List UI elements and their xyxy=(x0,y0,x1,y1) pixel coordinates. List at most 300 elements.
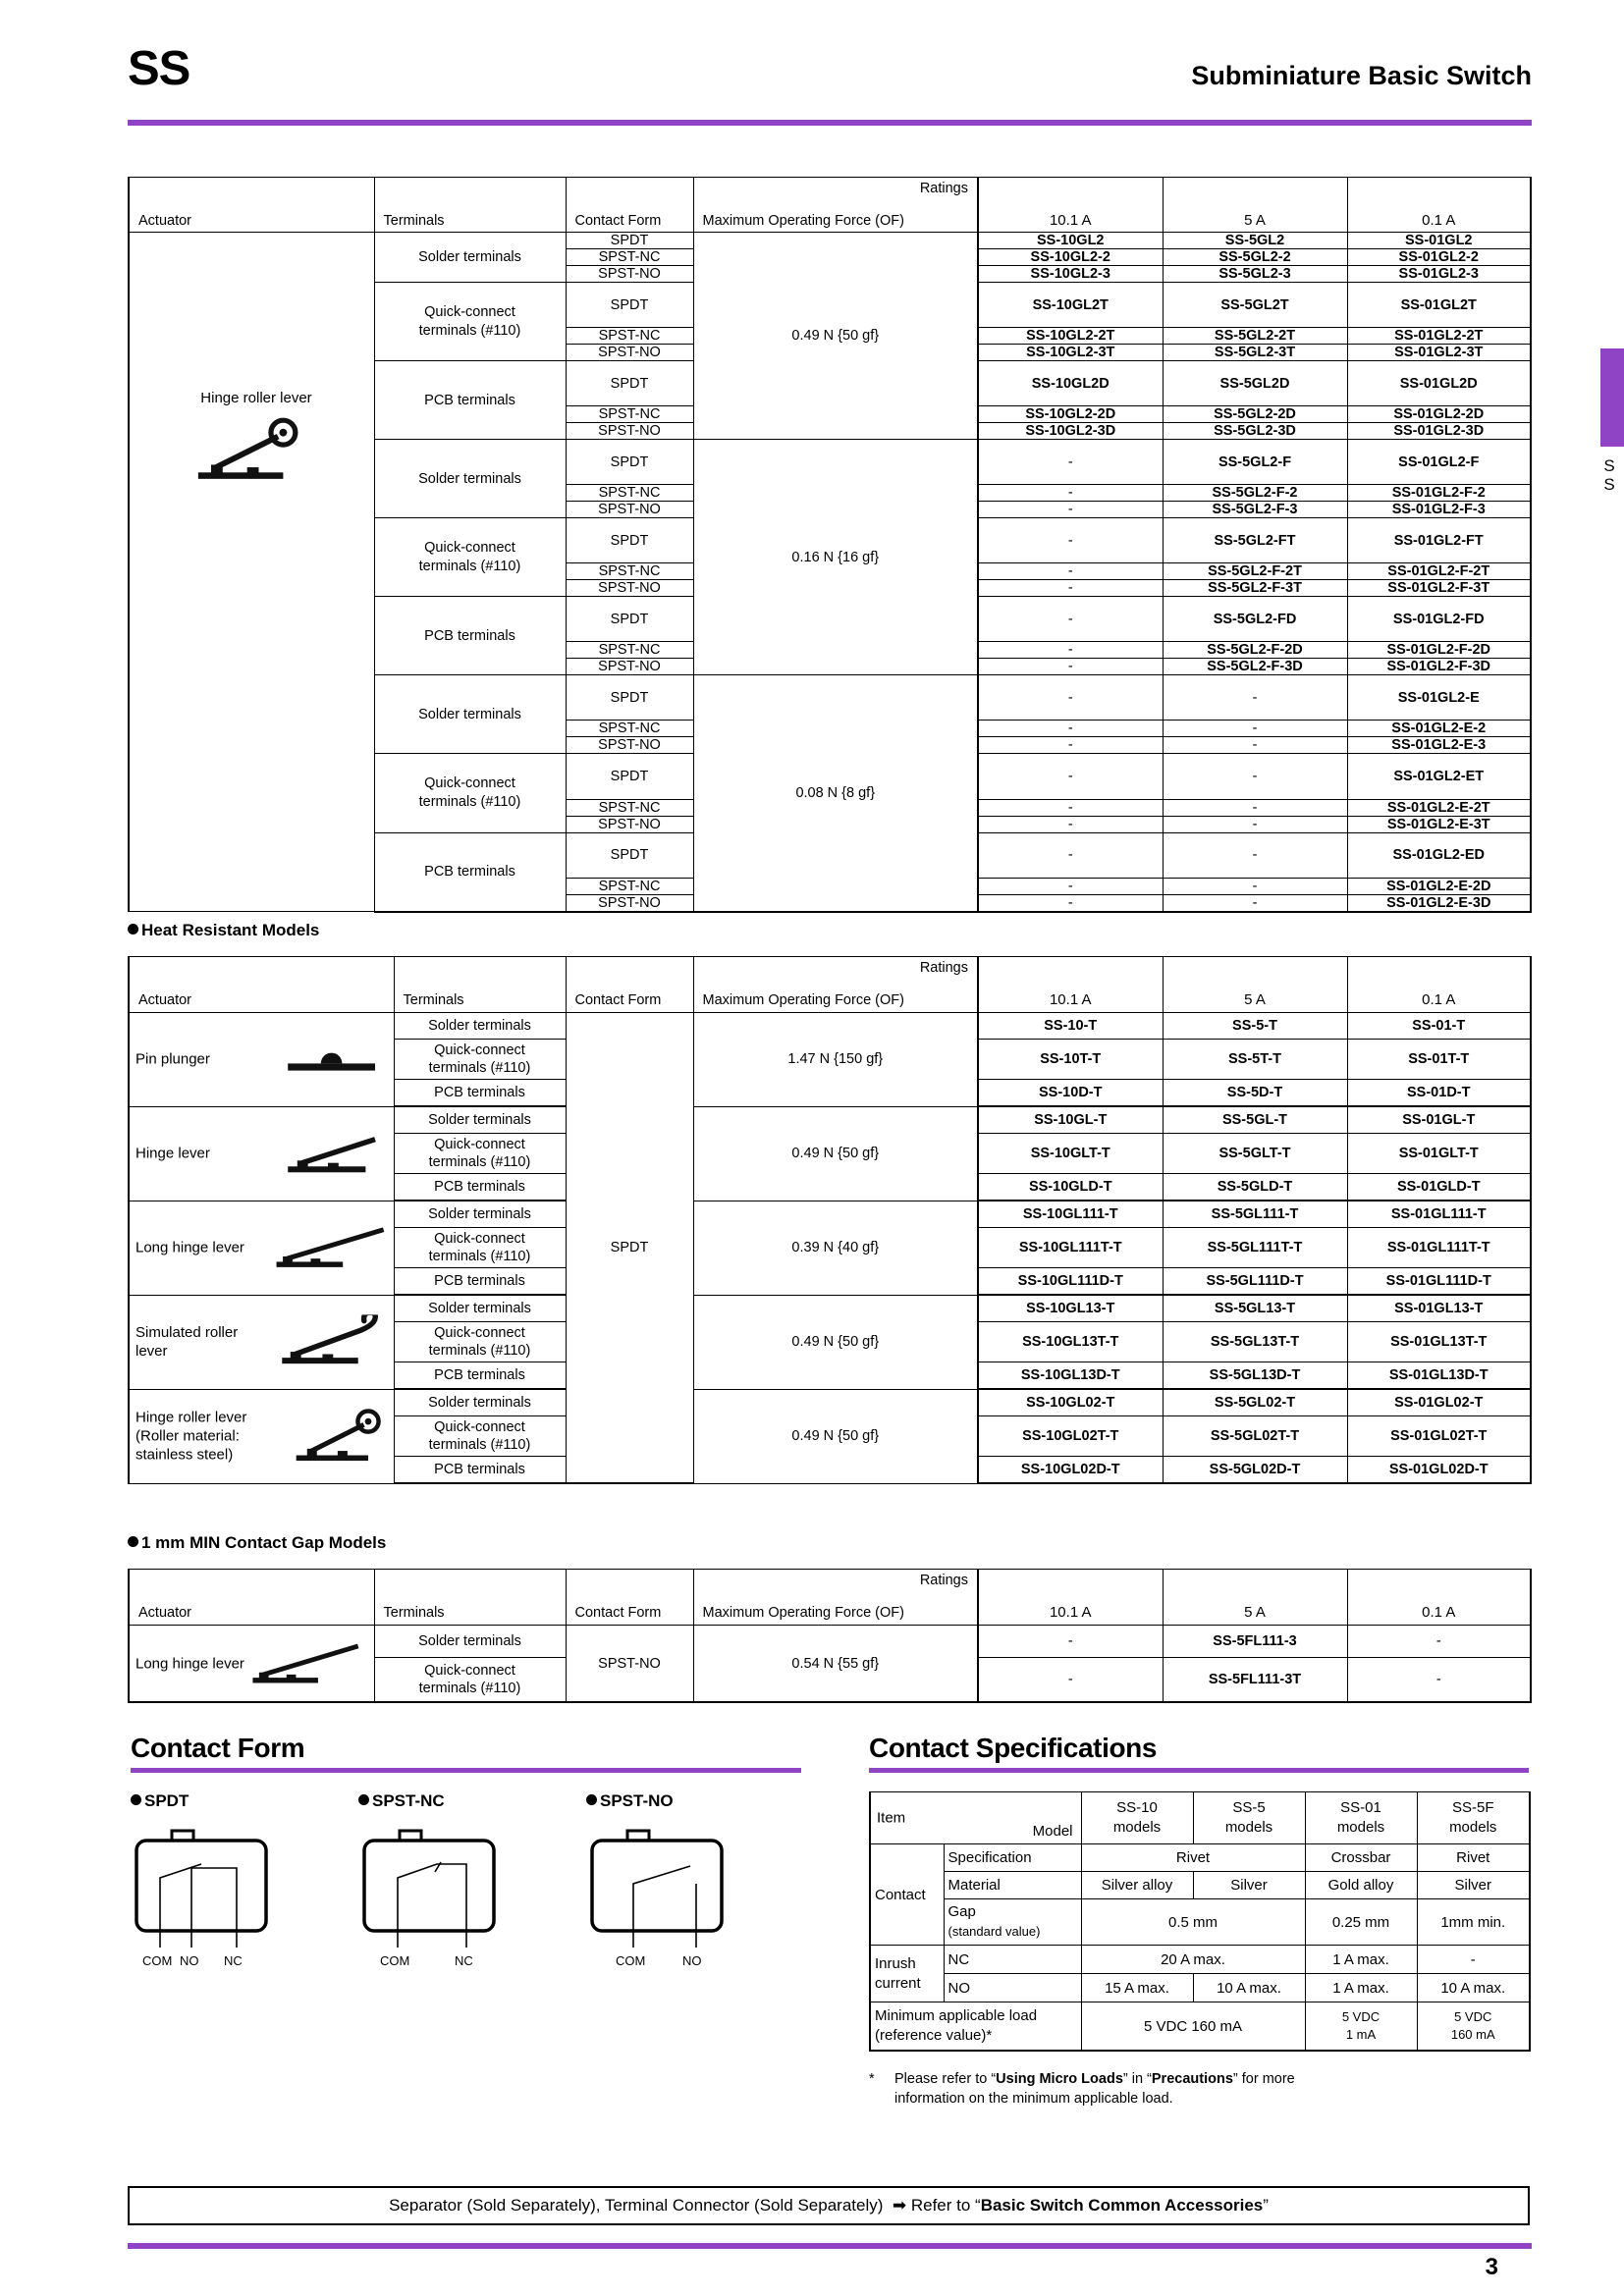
model-cell: - xyxy=(1163,721,1347,737)
contact-form-cell: SPDT xyxy=(566,832,693,878)
model-cell: SS-5GL13T-T xyxy=(1163,1322,1347,1362)
model-cell: SS-10GLD-T xyxy=(978,1174,1163,1201)
contact-form-diagram xyxy=(131,1791,285,1971)
model-cell: SS-10GL13T-T xyxy=(978,1322,1163,1362)
actuator-label: Hinge roller lever (Roller material: stainless steel) xyxy=(135,1409,247,1464)
model-cell: SS-10GL2T xyxy=(978,283,1163,328)
model-cell: SS-01D-T xyxy=(1347,1080,1531,1107)
table-row xyxy=(870,1844,1530,1872)
terminals-label: Quick-connect terminals (#110) xyxy=(428,1325,531,1359)
terminals-cell xyxy=(374,283,566,361)
contact-form-cell: SPST-NO xyxy=(566,737,693,754)
specs-value: Rivet xyxy=(1417,1844,1530,1872)
contact-form-cell: SPST-NO xyxy=(566,345,693,361)
model-cell: SS-01GL2-E-3T xyxy=(1347,816,1531,832)
contact-form-cell: SPST-NC xyxy=(566,328,693,345)
terminals-label: Solder terminals xyxy=(428,1018,531,1034)
col-of: Maximum Operating Force (OF) xyxy=(702,1605,904,1621)
side-tab-marker xyxy=(1600,348,1624,447)
specs-row-label: NC xyxy=(944,1946,1081,1974)
specs-row-label: Minimum applicable load (reference value)* xyxy=(870,2002,1081,2052)
model-cell: SS-5GLT-T xyxy=(1163,1134,1347,1174)
terminals-label: Solder terminals xyxy=(428,1395,531,1411)
actuator-label: Long hinge lever xyxy=(135,1239,244,1256)
contact-form-cell: SPST-NC xyxy=(566,563,693,580)
model-cell: SS-10GL02D-T xyxy=(978,1457,1163,1484)
model-cell: SS-5GL2-3 xyxy=(1163,266,1347,283)
contact-form-cell: SPDT xyxy=(566,283,693,328)
model-cell: - xyxy=(978,737,1163,754)
col-ratings: Ratings xyxy=(919,181,968,196)
model-cell: SS-01GL2-FT xyxy=(1347,518,1531,563)
col-terminals: Terminals xyxy=(403,992,464,1008)
terminals-label: Quick-connect terminals (#110) xyxy=(428,1231,531,1264)
actuator-cell xyxy=(129,1106,394,1201)
terminals-label: Solder terminals xyxy=(428,1112,531,1128)
specs-value: 1mm min. xyxy=(1417,1899,1530,1946)
model-cell: - xyxy=(978,816,1163,832)
terminals-label: Solder terminals xyxy=(418,1633,521,1649)
model-cell: - xyxy=(978,799,1163,816)
model-cell: SS-10GL13-T xyxy=(978,1295,1163,1322)
model-cell: SS-01GL2-F-2T xyxy=(1347,563,1531,580)
bullet-icon xyxy=(128,1536,138,1547)
model-cell: SS-5GL111T-T xyxy=(1163,1228,1347,1268)
accessories-mid: Refer to “ xyxy=(910,2196,981,2215)
model-cell: - xyxy=(978,502,1163,518)
terminals-cell xyxy=(394,1362,566,1390)
pin-plunger-icon xyxy=(280,1065,388,1081)
col-rating-01a: 0.1 A xyxy=(1422,991,1456,1008)
model-cell: SS-01GL2-3T xyxy=(1347,345,1531,361)
footnote-line2: information on the minimum applicable load. xyxy=(894,2091,1173,2107)
model-cell: SS-01GL02D-T xyxy=(1347,1457,1531,1484)
model-cell: SS-01GL13-T xyxy=(1347,1295,1531,1322)
terminals-label: PCB terminals xyxy=(424,392,515,408)
actuator-label: Long hinge lever xyxy=(135,1655,244,1672)
specs-col-model: Model xyxy=(1032,1823,1073,1840)
terminals-label: PCB terminals xyxy=(424,627,515,644)
model-cell: SS-01GL111D-T xyxy=(1347,1268,1531,1296)
contact-form-label: SPDT xyxy=(131,1791,285,1811)
col-actuator: Actuator xyxy=(138,213,191,229)
terminals-label: Quick-connect terminals (#110) xyxy=(428,1042,531,1076)
contact-form-cell: SPST-NC xyxy=(566,799,693,816)
terminals-label: Quick-connect terminals (#110) xyxy=(418,775,521,810)
terminals-cell xyxy=(374,361,566,440)
model-cell: SS-10GL02-T xyxy=(978,1389,1163,1416)
model-cell: SS-01GL2 xyxy=(1347,233,1531,249)
col-contact-form: Contact Form xyxy=(574,1605,662,1621)
bullet-icon xyxy=(586,1794,597,1805)
operating-force-cell: 1.47 N {150 gf} xyxy=(693,1013,978,1107)
model-cell: SS-01GL2-E xyxy=(1347,675,1531,721)
contact-form-label: SPST-NC xyxy=(358,1791,513,1811)
terminals-cell xyxy=(374,518,566,597)
specs-value: Silver alloy xyxy=(1081,1872,1193,1899)
model-cell: SS-01GL111-T xyxy=(1347,1201,1531,1228)
model-cell: SS-5GL2-2T xyxy=(1163,328,1347,345)
model-cell: - xyxy=(978,659,1163,675)
terminals-cell xyxy=(374,233,566,283)
model-cell: SS-01GL2D xyxy=(1347,361,1531,406)
model-cell: SS-01GL2-F-2 xyxy=(1347,485,1531,502)
specs-model-col: SS-01 models xyxy=(1305,1792,1417,1844)
model-cell: SS-10T-T xyxy=(978,1040,1163,1080)
model-cell: SS-01GL13T-T xyxy=(1347,1322,1531,1362)
model-cell: SS-01GL02T-T xyxy=(1347,1416,1531,1457)
terminals-label: Solder terminals xyxy=(418,249,521,265)
model-cell: SS-01GL2-E-2T xyxy=(1347,799,1531,816)
specs-row-label: Specification xyxy=(944,1844,1081,1872)
model-cell: SS-01GL2-E-2 xyxy=(1347,721,1531,737)
model-cell: SS-5GL13D-T xyxy=(1163,1362,1347,1390)
contact-form-heading: Contact Form xyxy=(131,1733,305,1763)
specs-value: 20 A max. xyxy=(1081,1946,1305,1974)
contact-form-cell: SPDT xyxy=(566,1013,693,1484)
terminals-label: Solder terminals xyxy=(428,1301,531,1316)
contact-form-diagrams xyxy=(131,1791,818,1971)
model-cell: - xyxy=(978,563,1163,580)
table-header-row xyxy=(129,1570,1531,1626)
terminals-cell xyxy=(394,1457,566,1484)
table-header-row xyxy=(129,957,1531,1013)
specs-header-row xyxy=(870,1792,1530,1844)
footnote-text-3: ” for more xyxy=(1232,2071,1295,2087)
model-cell: - xyxy=(1163,737,1347,754)
specs-value: 1 A max. xyxy=(1305,1974,1417,2002)
footnote-bold-1: Using Micro Loads xyxy=(996,2071,1123,2087)
operating-force-cell: 0.49 N {50 gf} xyxy=(693,1389,978,1483)
model-cell: - xyxy=(978,485,1163,502)
model-cell: SS-01GL2-F xyxy=(1347,440,1531,485)
contact-specs-table xyxy=(869,1791,1531,2052)
terminals-cell xyxy=(394,1013,566,1040)
contact-specs-rule xyxy=(869,1768,1529,1773)
col-contact-form: Contact Form xyxy=(574,992,662,1008)
table-header-row xyxy=(129,178,1531,234)
bullet-icon xyxy=(128,924,138,934)
terminals-cell xyxy=(394,1080,566,1107)
operating-force-cell: 0.08 N {8 gf} xyxy=(693,675,978,912)
header-rule xyxy=(128,120,1532,126)
model-cell: SS-01GL2-F-3T xyxy=(1347,580,1531,597)
contact-form-cell: SPDT xyxy=(566,597,693,642)
arrow-right-icon: ➡ xyxy=(888,2196,911,2215)
model-cell: SS-01GL2-2D xyxy=(1347,406,1531,423)
model-cell: SS-01GL111T-T xyxy=(1347,1228,1531,1268)
model-cell: SS-01GL13D-T xyxy=(1347,1362,1531,1390)
terminal-label: NO xyxy=(180,1953,199,1968)
page-title: Subminiature Basic Switch xyxy=(1191,61,1532,90)
model-cell: SS-10GL2-2D xyxy=(978,406,1163,423)
model-cell: SS-10GL111D-T xyxy=(978,1268,1163,1296)
model-cell: SS-10GL2-2T xyxy=(978,328,1163,345)
model-cell: SS-5GLD-T xyxy=(1163,1174,1347,1201)
model-cell: SS-01GL2-FD xyxy=(1347,597,1531,642)
actuator-label: Hinge lever xyxy=(135,1145,210,1162)
col-rating-01a: 0.1 A xyxy=(1422,212,1456,229)
model-cell: SS-5GL2-3T xyxy=(1163,345,1347,361)
specs-value: 0.25 mm xyxy=(1305,1899,1417,1946)
terminals-cell xyxy=(394,1134,566,1174)
section-contact-gap-title: 1 mm MIN Contact Gap Models xyxy=(128,1533,386,1553)
model-cell: SS-01-T xyxy=(1347,1013,1531,1040)
contact-form-cell: SPDT xyxy=(566,361,693,406)
col-of: Maximum Operating Force (OF) xyxy=(702,992,904,1008)
contact-form-cell: SPST-NO xyxy=(566,1626,693,1703)
terminals-cell xyxy=(394,1106,566,1134)
col-rating-5a: 5 A xyxy=(1244,991,1266,1008)
side-tab-label: S S xyxy=(1603,456,1615,494)
switch-symbol-icon xyxy=(358,1823,513,1949)
model-cell: SS-5GL-T xyxy=(1163,1106,1347,1134)
terminals-cell xyxy=(374,675,566,754)
model-cell: SS-10GL111T-T xyxy=(978,1228,1163,1268)
contact-form-cell: SPST-NO xyxy=(566,816,693,832)
actuator-label: Simulated roller lever xyxy=(135,1324,239,1360)
model-cell: SS-01GLD-T xyxy=(1347,1174,1531,1201)
model-cell: SS-10GL2 xyxy=(978,233,1163,249)
terminals-label: PCB terminals xyxy=(434,1273,525,1289)
model-cell: SS-5GL2-FD xyxy=(1163,597,1347,642)
model-cell: SS-5GL2D xyxy=(1163,361,1347,406)
accessories-pre: Separator (Sold Separately), Terminal Connector (Sold Separately) xyxy=(389,2196,884,2215)
model-cell: SS-5GL2 xyxy=(1163,233,1347,249)
actuator-cell xyxy=(129,1389,394,1483)
col-actuator: Actuator xyxy=(138,992,191,1008)
switch-symbol-icon xyxy=(131,1823,285,1949)
specs-value: 1 A max. xyxy=(1305,1946,1417,1974)
operating-force-cell: 0.39 N {40 gf} xyxy=(693,1201,978,1295)
model-cell: SS-5GL2-2D xyxy=(1163,406,1347,423)
model-cell: SS-5GL2-FT xyxy=(1163,518,1347,563)
table-row xyxy=(870,1899,1530,1946)
model-cell: SS-5GL2-F-3T xyxy=(1163,580,1347,597)
section-heat-resistant-title: Heat Resistant Models xyxy=(128,921,319,940)
specs-row-label: NO xyxy=(944,1974,1081,2002)
contact-form-cell: SPST-NO xyxy=(566,423,693,440)
model-cell: - xyxy=(1163,878,1347,894)
model-cell: SS-01GL02-T xyxy=(1347,1389,1531,1416)
contact-form-diagram xyxy=(586,1791,740,1971)
actuator-label: Pin plunger xyxy=(135,1050,210,1068)
model-cell: - xyxy=(978,675,1163,721)
model-cell: - xyxy=(1163,799,1347,816)
model-cell: SS-10GL2-3T xyxy=(978,345,1163,361)
model-cell: - xyxy=(1163,754,1347,799)
terminals-cell xyxy=(374,440,566,518)
contact-form-cell: SPDT xyxy=(566,440,693,485)
specs-value: 10 A max. xyxy=(1193,1974,1305,2002)
model-cell: SS-10GL2-3D xyxy=(978,423,1163,440)
terminals-cell xyxy=(374,754,566,832)
table-row xyxy=(870,2002,1530,2052)
model-cell: SS-01GL2-3D xyxy=(1347,423,1531,440)
hinge-roller-lever-icon xyxy=(290,1456,388,1471)
col-terminals: Terminals xyxy=(383,213,445,229)
accessories-bold: Basic Switch Common Accessories xyxy=(980,2196,1264,2215)
model-cell: - xyxy=(1347,1658,1531,1703)
terminal-label: COM xyxy=(380,1953,410,1968)
col-rating-5a: 5 A xyxy=(1244,212,1266,229)
specs-value: 15 A max. xyxy=(1081,1974,1193,2002)
model-cell: SS-01GLT-T xyxy=(1347,1134,1531,1174)
model-cell: SS-01GL2-E-3 xyxy=(1347,737,1531,754)
model-cell: SS-01GL2-F-3 xyxy=(1347,502,1531,518)
terminal-label: COM xyxy=(616,1953,646,1968)
operating-force-cell: 0.16 N {16 gf} xyxy=(693,440,978,675)
model-cell: - xyxy=(978,597,1163,642)
model-cell: - xyxy=(978,754,1163,799)
table-row xyxy=(870,1872,1530,1899)
actuator-cell xyxy=(129,1013,394,1107)
specs-row-label: Gap (standard value) xyxy=(944,1899,1081,1946)
contact-form-cell: SPST-NC xyxy=(566,485,693,502)
table-row xyxy=(129,1013,1531,1040)
actuator-cell xyxy=(129,1295,394,1389)
terminals-label: PCB terminals xyxy=(434,1462,525,1477)
model-cell: SS-5GL2-F xyxy=(1163,440,1347,485)
model-cell: SS-5GL02-T xyxy=(1163,1389,1347,1416)
table-row xyxy=(129,1201,1531,1228)
model-cell: SS-10GL2-2 xyxy=(978,249,1163,266)
product-code: SS xyxy=(128,42,190,95)
terminals-cell xyxy=(394,1228,566,1268)
specs-value: 5 VDC 160 mA xyxy=(1081,2002,1305,2052)
col-actuator: Actuator xyxy=(138,1605,191,1621)
model-cell: SS-5GL2-F-2D xyxy=(1163,642,1347,659)
accessories-bar[interactable] xyxy=(128,2186,1530,2225)
terminal-label: COM xyxy=(142,1953,173,1968)
model-cell: SS-5T-T xyxy=(1163,1040,1347,1080)
footnote-bold-2: Precautions xyxy=(1151,2071,1233,2087)
operating-force-cell: 0.49 N {50 gf} xyxy=(693,1106,978,1201)
table-row xyxy=(129,1106,1531,1134)
model-cell: SS-5GL2-F-2T xyxy=(1163,563,1347,580)
terminals-cell xyxy=(374,597,566,675)
col-ratings: Ratings xyxy=(919,960,968,976)
contact-form-cell: SPDT xyxy=(566,754,693,799)
terminals-cell xyxy=(394,1201,566,1228)
model-cell: SS-10GL2-3 xyxy=(978,266,1163,283)
model-cell: SS-01GL2-F-2D xyxy=(1347,642,1531,659)
contact-form-cell: SPST-NC xyxy=(566,642,693,659)
specs-value: Silver xyxy=(1193,1872,1305,1899)
model-cell: SS-5GL2-3D xyxy=(1163,423,1347,440)
contact-form-cell: SPDT xyxy=(566,233,693,249)
long-hinge-lever-icon xyxy=(246,1677,362,1692)
model-cell: SS-5GL2T xyxy=(1163,283,1347,328)
contact-form-cell: SPST-NO xyxy=(566,894,693,912)
model-cell: - xyxy=(978,1626,1163,1658)
terminal-label: NO xyxy=(682,1953,702,1968)
model-cell: - xyxy=(978,642,1163,659)
footnote xyxy=(869,2069,1546,2109)
model-cell: SS-5GL2-F-3D xyxy=(1163,659,1347,675)
model-cell: SS-10GL-T xyxy=(978,1106,1163,1134)
col-contact-form: Contact Form xyxy=(574,213,662,229)
terminals-label: PCB terminals xyxy=(434,1367,525,1383)
footnote-text-1: Please refer to “ xyxy=(894,2071,997,2087)
contact-form-cell: SPST-NC xyxy=(566,878,693,894)
contact-form-cell: SPST-NC xyxy=(566,249,693,266)
terminals-cell xyxy=(374,1626,566,1658)
contact-form-label: SPST-NO xyxy=(586,1791,740,1811)
model-cell: SS-01GL-T xyxy=(1347,1106,1531,1134)
specs-model-col: SS-5 models xyxy=(1193,1792,1305,1844)
bullet-icon xyxy=(131,1794,141,1805)
model-cell: SS-5GL2-F-3 xyxy=(1163,502,1347,518)
footnote-text-2: ” in “ xyxy=(1122,2071,1152,2087)
table3-contact-gap xyxy=(128,1569,1532,1703)
terminals-cell xyxy=(394,1389,566,1416)
specs-group-contact: Contact xyxy=(870,1844,944,1946)
terminals-label: Quick-connect terminals (#110) xyxy=(418,1663,521,1696)
model-cell: SS-01GL2-ED xyxy=(1347,832,1531,878)
contact-form-cell: SPDT xyxy=(566,675,693,721)
table1-body xyxy=(128,232,1532,913)
model-cell: SS-10-T xyxy=(978,1013,1163,1040)
model-cell: SS-01GL2-F-3D xyxy=(1347,659,1531,675)
contact-form-rule xyxy=(131,1768,801,1773)
model-cell: SS-5GL111-T xyxy=(1163,1201,1347,1228)
terminals-cell xyxy=(394,1174,566,1201)
contact-form-cell: SPST-NO xyxy=(566,502,693,518)
terminals-label: Quick-connect terminals (#110) xyxy=(418,303,521,339)
model-cell: - xyxy=(1163,675,1347,721)
specs-value: 5 VDC 160 mA xyxy=(1417,2002,1530,2052)
table-hinge-roller-lever xyxy=(128,177,1532,234)
model-cell: - xyxy=(1163,816,1347,832)
model-cell: - xyxy=(978,878,1163,894)
model-cell: SS-5GL2-F-2 xyxy=(1163,485,1347,502)
terminal-label: NC xyxy=(224,1953,243,1968)
col-terminals: Terminals xyxy=(383,1605,445,1621)
terminals-cell xyxy=(394,1268,566,1296)
terminals-label: Quick-connect terminals (#110) xyxy=(428,1137,531,1170)
model-cell: - xyxy=(978,580,1163,597)
terminals-label: PCB terminals xyxy=(434,1085,525,1100)
model-cell: SS-01GL2T xyxy=(1347,283,1531,328)
contact-specs-section xyxy=(869,1733,1532,1773)
bullet-icon xyxy=(358,1794,369,1805)
model-cell: SS-5GL13-T xyxy=(1163,1295,1347,1322)
footnote-star: * xyxy=(869,2071,875,2087)
specs-value: Crossbar xyxy=(1305,1844,1417,1872)
model-cell: SS-10GL02T-T xyxy=(978,1416,1163,1457)
table-row xyxy=(129,1389,1531,1416)
table2-heat-resistant xyxy=(128,956,1532,1484)
model-cell: SS-5GL02T-T xyxy=(1163,1416,1347,1457)
model-cell: SS-5FL111-3T xyxy=(1163,1658,1347,1703)
terminals-cell xyxy=(394,1295,566,1322)
model-cell: SS-01T-T xyxy=(1347,1040,1531,1080)
terminals-label: Solder terminals xyxy=(418,470,521,487)
model-cell: SS-10GL111-T xyxy=(978,1201,1163,1228)
model-cell: SS-5GL111D-T xyxy=(1163,1268,1347,1296)
specs-value: Silver xyxy=(1417,1872,1530,1899)
model-cell: SS-5GL02D-T xyxy=(1163,1457,1347,1484)
table-row xyxy=(870,1946,1530,1974)
specs-model-col: SS-10 models xyxy=(1081,1792,1193,1844)
model-cell: SS-01GL2-ET xyxy=(1347,754,1531,799)
contact-specs-heading: Contact Specifications xyxy=(869,1733,1158,1763)
table-row xyxy=(129,1626,1531,1658)
operating-force-cell: 0.54 N {55 gf} xyxy=(693,1626,978,1703)
model-cell: - xyxy=(978,721,1163,737)
model-cell: - xyxy=(1163,894,1347,912)
